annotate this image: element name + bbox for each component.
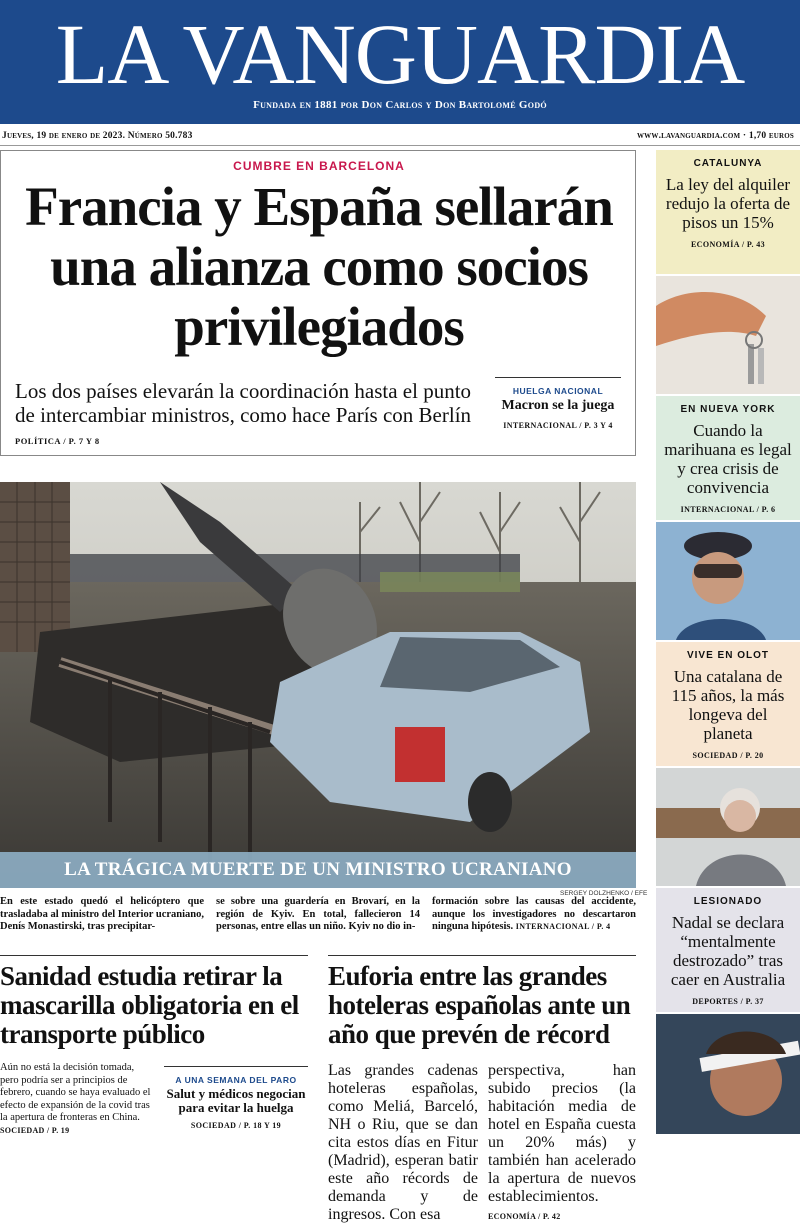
- person-icon: [656, 522, 800, 640]
- teaser-section: SOCIEDAD / P. 20: [692, 751, 764, 760]
- story-right-text1: Las grandes cadenas hoteleras españolas, como Meliá, Barceló, NH o Riu, que se dan cita estos días en Fitur (Madrid), esperan batir este año récords de demanda y de ingresos. Con esa: [328, 1062, 478, 1223]
- photo-caption[interactable]: LA TRÁGICA MUERTE DE UN MINISTRO UCRANIANO: [0, 852, 636, 888]
- photo-text-col3-body: formación sobre las causas del accidente, aunque los investigadores no descartaron ninguna hipótesis.: [432, 896, 636, 932]
- website-price[interactable]: www.lavanguardia.com · 1,70 euros: [636, 131, 794, 141]
- story-left-section[interactable]: SOCIEDAD / P. 19: [0, 1125, 70, 1135]
- issue-date: Jueves, 19 de enero de 2023. Número 50.783: [2, 131, 193, 141]
- person-icon: [656, 768, 800, 886]
- photo-text-col3: [432, 896, 636, 934]
- person-icon: [656, 1014, 800, 1134]
- lead-kicker: CUMBRE EN BARCELONA: [233, 159, 405, 173]
- dateline: [0, 128, 800, 146]
- story-right-body2: perspectiva, han subido precios (la habitación media de hotel en España cuesta un 20% más) y también han acelerado la apertura de nuevos establecimientos.: [488, 1062, 636, 1205]
- lead-side-story[interactable]: [495, 377, 621, 430]
- lead-headline[interactable]: Francia y España sellarán una alianza como socios privilegiados: [25, 176, 613, 357]
- newspaper-logo[interactable]: LA VANGUARDIA: [55, 6, 745, 102]
- teaser-title[interactable]: Una catalana de 115 años, la más longeva del planeta: [671, 667, 785, 743]
- teaser-nadal[interactable]: [656, 888, 800, 1012]
- lead-section[interactable]: POLÍTICA / P. 7 Y 8: [15, 436, 100, 446]
- teaser-section: ECONOMÍA / P. 43: [690, 240, 766, 249]
- divider: [0, 955, 308, 956]
- lead-subhead: Los dos países elevarán la coordinación hasta el punto de intercambiar ministros, como hace París con Berlín: [15, 379, 472, 427]
- masthead: [0, 0, 800, 124]
- teaser-title[interactable]: Cuando la marihuana es legal y crea crisis de convivencia: [664, 421, 792, 497]
- story-left-side-kicker: A UNA SEMANA DEL PARO: [175, 1075, 297, 1085]
- teaser-kicker: VIVE EN OLOT: [686, 650, 769, 661]
- photo-text: [0, 896, 636, 936]
- teaser-olot[interactable]: [656, 642, 800, 766]
- story-left-headline[interactable]: Sanidad estudia retirar la mascarilla obligatoria en el transporte público: [0, 961, 299, 1049]
- divider: [328, 955, 636, 956]
- side-kicker: HUELGA NACIONAL: [512, 386, 604, 396]
- story-left-body: Aún no está la decisión tomada, pero podría ser a principios de febrero, cuando se haya evaluado el efecto de expansión de la covid tras la apertura de fronteras en China.: [0, 1062, 151, 1123]
- keys-photo: [656, 276, 800, 394]
- teaser-kicker: LESIONADO: [693, 896, 763, 907]
- story-left-side[interactable]: [164, 1066, 308, 1130]
- masthead-tagline: Fundada en 1881 por Don Carlos y Don Bartolomé Godó: [253, 99, 547, 111]
- story-right-headline[interactable]: Euforia entre las grandes hoteleras españolas ante un año que prevén de récord: [328, 961, 631, 1049]
- helicopter-wreck-image: [0, 482, 636, 888]
- story-hoteleras[interactable]: [328, 962, 636, 1049]
- teaser-kicker: CATALUNYA: [693, 158, 763, 169]
- main-photo[interactable]: [0, 482, 636, 888]
- side-section: INTERNACIONAL / P. 3 Y 4: [503, 421, 613, 430]
- side-title[interactable]: Macron se la juega: [501, 398, 615, 413]
- story-right-section[interactable]: ECONOMÍA / P. 42: [488, 1212, 561, 1221]
- teaser-section: DEPORTES / P. 37: [692, 997, 764, 1006]
- teaser-alquiler[interactable]: [656, 150, 800, 274]
- story-left-side-title[interactable]: Salut y médicos negocian para evitar la huelga: [166, 1086, 306, 1115]
- teaser-kicker: EN NUEVA YORK: [680, 404, 776, 415]
- story-right-text2: [488, 1062, 636, 1224]
- nadal-photo: [656, 1014, 800, 1134]
- elderly-woman-photo: [656, 768, 800, 886]
- photo-credit: SERGEY DOLZHENKO / EFE: [560, 890, 648, 897]
- teaser-section: INTERNACIONAL / P. 6: [680, 505, 776, 514]
- photo-text-col1: En este estado quedó el helicóptero que trasladaba al ministro del Interior ucraniano, Denís Monastirski, tras precipitar-: [0, 896, 204, 932]
- story-mascarilla[interactable]: [0, 962, 308, 1049]
- lead-story[interactable]: [0, 150, 636, 456]
- smoker-photo: [656, 522, 800, 640]
- story-left-side-section: SOCIEDAD / P. 18 Y 19: [190, 1121, 282, 1130]
- photo-text-col2: se sobre una guardería en Brovarí, en la región de Kyiv. En total, fallecieron 14 personas, entre ellas un niño. Kyiv no dio in-: [216, 896, 420, 932]
- photo-text-section[interactable]: INTERNACIONAL / P. 4: [515, 922, 611, 931]
- keys-icon: [656, 276, 800, 394]
- teaser-marihuana[interactable]: [656, 396, 800, 520]
- teaser-title[interactable]: Nadal se declara “mentalmente destrozado” tras caer en Australia: [670, 913, 786, 989]
- story-left-text: [0, 1062, 154, 1137]
- teaser-title[interactable]: La ley del alquiler redujo la oferta de pisos un 15%: [665, 175, 791, 232]
